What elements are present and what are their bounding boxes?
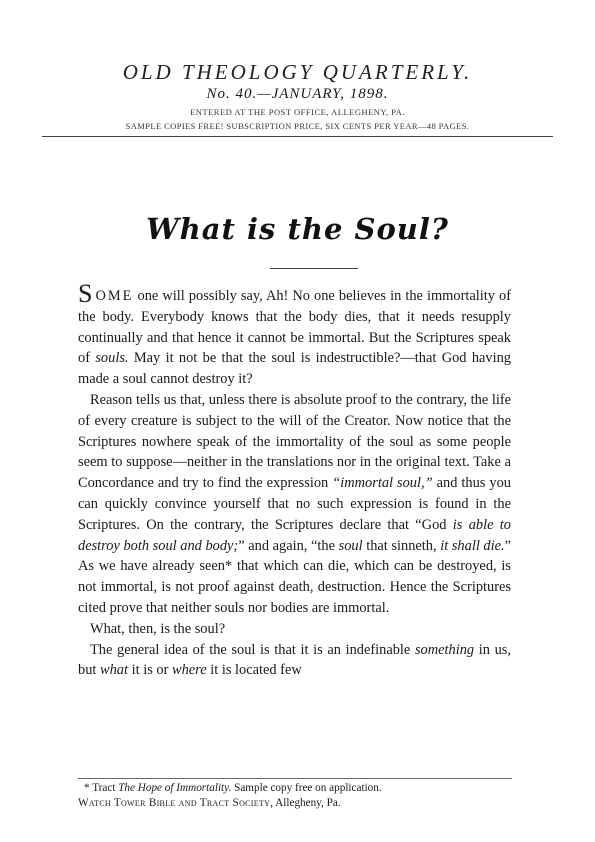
p2-immortal-soul: “immortal soul,” <box>332 475 433 492</box>
footnote-place: , Allegheny, Pa. <box>270 797 341 809</box>
p2-soul: soul <box>338 537 363 554</box>
dropcap-word <box>78 279 134 308</box>
p2-text-b: and thus you can quickly convince yourself that no such expression is found in the Scriptures. On the contrary, the Scriptures declare that “God <box>78 475 511 533</box>
p4-text-a: The general idea of the soul is that it is an indefinable <box>90 641 415 658</box>
footnote <box>78 781 512 811</box>
p4-text-b: in us, but <box>78 641 511 679</box>
footnote-line-1 <box>78 781 512 796</box>
p4-where: where <box>171 662 207 679</box>
p1-text-b: May it not be that the soul is indestructible?—that God having made a soul cannot destroy it? <box>78 350 511 388</box>
p2-text-d: that sinneth, <box>362 537 441 554</box>
p2-text-e: ” As we have already seen* that which can die, which can be destroyed, is not immortal, is not proof against death, destruction. Hence the Scriptures cited prove that neither souls nor bodies are immortal. <box>78 537 512 616</box>
p4-text-c: it is or <box>128 662 172 679</box>
p4-text-d: it is located few <box>206 662 302 679</box>
article-title: What is the Soul? <box>146 212 449 246</box>
p1-text-a: one will possibly say, Ah! No one believes in the immortality of the body. Everybody knows that the body dies, that it needs resupply continually and that hence it cannot be immortal. But the Scriptures speak of <box>78 288 511 367</box>
p2-text-a: Reason tells us that, unless there is absolute proof to the contrary, the life of every creature is subject to the will of the Creator. Now notice that the Scriptures nowhere speak of the immortality of the soul as some people seem to suppose—neither in the translations nor in the original text. Take a Concordance and try to find the expression <box>78 391 511 492</box>
footnote-mark: * Tract <box>84 782 116 794</box>
paragraph-4 <box>78 640 511 682</box>
masthead-issue: No. 40.—JANUARY, 1898. <box>206 86 389 102</box>
masthead-price-line: SAMPLE COPIES FREE! SUBSCRIPTION PRICE, SIX CENTS PER YEAR—48 PAGES. <box>125 121 470 131</box>
p2-shall-die: it shall die. <box>440 537 505 554</box>
p2-able: is able to destroy both soul and body; <box>78 516 511 554</box>
p4-something: something <box>414 641 475 658</box>
masthead-title: OLD THEOLOGY QUARTERLY. <box>122 60 473 84</box>
footnote-after-title: Sample copy free on application. <box>231 782 382 794</box>
p1-souls: souls. <box>95 350 129 367</box>
paragraph-1 <box>78 279 511 390</box>
paragraph-3: What, then, is the soul? <box>90 620 226 637</box>
footnote-tract-title: The Hope of Immortality. <box>118 782 232 794</box>
footnote-rule <box>78 778 512 779</box>
footnote-line-2 <box>78 796 512 811</box>
dropcap-letter: S <box>78 279 95 308</box>
p2-text-c: ” and again, “the <box>238 537 339 554</box>
masthead-entered: ENTERED AT THE POST OFFICE, ALLEGHENY, PA. <box>190 107 405 117</box>
footnote-publisher: Watch Tower Bible and Tract Society <box>78 797 271 809</box>
masthead-rule <box>42 136 553 137</box>
article-body <box>78 279 512 681</box>
dropcap-rest: OME <box>95 288 134 304</box>
title-rule <box>270 268 358 269</box>
p4-what: what <box>100 662 128 679</box>
paragraph-2 <box>78 390 511 619</box>
